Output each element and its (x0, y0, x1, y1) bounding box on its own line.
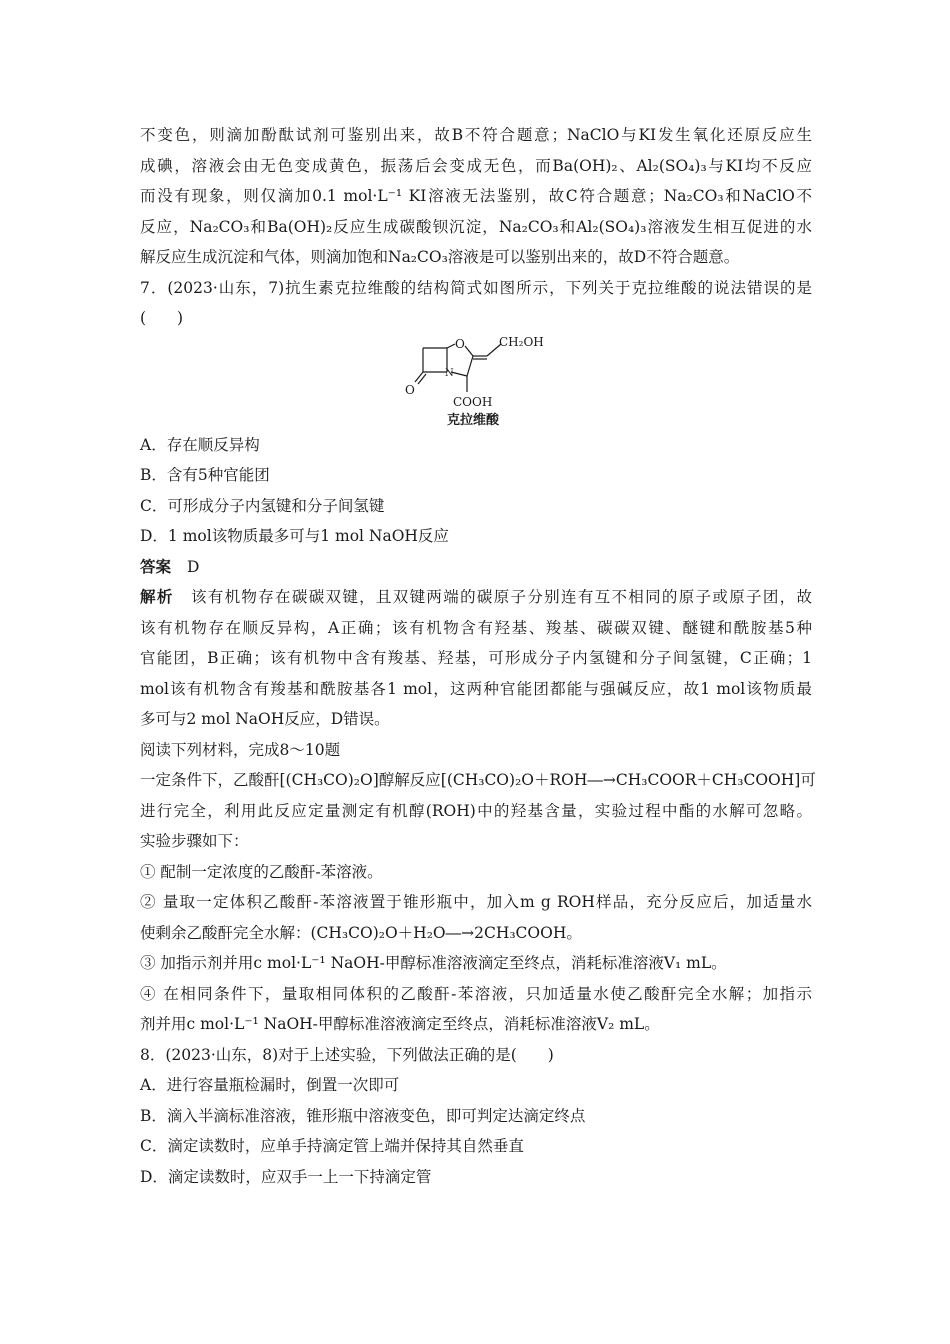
option-a: A．存在顺反异构 (140, 435, 260, 454)
ring-oxygen-label: O (455, 336, 465, 351)
analysis-line (140, 582, 812, 613)
ch2oh-label: CH₂OH (499, 334, 544, 349)
material-line: 一定条件下，乙酸酐[(CH₃CO)₂O]醇解反应[(CH₃CO)₂O＋ROH―→CH₃COOR＋CH₃COOH]可 (140, 771, 816, 789)
cooh-label: COOH (453, 394, 493, 409)
answer-value: D (187, 557, 200, 576)
question-7-blank: ( ) (140, 309, 184, 327)
option-c: C．可形成分子内氢键和分子间氢键 (140, 496, 385, 515)
analysis-line: mol该有机物含有羧基和酰胺基各1 mol，这两种官能团都能与强碱反应，故1 mol该物质最 (140, 679, 812, 698)
analysis-line: 多可与2 mol NaOH反应，D错误。 (140, 710, 390, 728)
paragraph-line: 反应，Na₂CO₃和Ba(OH)₂反应生成碳酸钡沉淀，Na₂CO₃和Al₂(SO₄)₃溶液发生相互促进的水 (140, 217, 812, 236)
paragraph-line: 成碘，溶液会由无色变成黄色，振荡后会变成无色，而Ba(OH)₂、Al₂(SO₄)₃与KI均不反应 (140, 156, 812, 175)
paragraph-line: 解反应生成沉淀和气体，则滴加饱和Na₂CO₃溶液是可以鉴别出来的，故D不符合题意。 (140, 248, 740, 266)
question-8-stem: 8．(2023·山东，8)对于上述实验，下列做法正确的是( ) (140, 1045, 554, 1064)
q8-option-c: C．滴定读数时，应单手持滴定管上端并保持其自然垂直 (140, 1137, 524, 1155)
analysis-label: 解析 (140, 587, 174, 606)
analysis-line: 官能团，B正确；该有机物中含有羧基、羟基，可形成分子内氢键和分子间氢键，C正确；1 (140, 649, 812, 667)
answer-label: 答案 (140, 556, 172, 576)
analysis-line: 该有机物存在顺反异构，A正确；该有机物含有羟基、羧基、碳碳双键、醚键和酰胺基5种 (140, 618, 812, 637)
material-line: 进行完全，利用此反应定量测定有机醇(ROH)中的羟基含量，实验过程中酯的水解可忽略。 (140, 801, 812, 820)
paragraph-line: 而没有现象，则仅滴加0.1 mol·L⁻¹ KI溶液无法鉴别，故C符合题意；Na₂CO₃和NaClO不 (140, 187, 812, 205)
reading-instruction: 阅读下列材料，完成8～10题 (140, 740, 341, 759)
q8-option-d: D．滴定读数时，应双手一上一下持滴定管 (140, 1167, 432, 1186)
option-b: B．含有5种官能团 (140, 466, 270, 484)
q8-option-b: B．滴入半滴标准溶液，锥形瓶中溶液变色，即可判定达滴定终点 (140, 1106, 586, 1125)
step-3: ③ 加指示剂并用c mol·L⁻¹ NaOH-甲醇标准溶液滴定至终点，消耗标准溶液V₁ mL。 (140, 954, 727, 972)
structure-diagram (405, 334, 545, 430)
q8-option-a: A．进行容量瓶检漏时，倒置一次即可 (140, 1076, 400, 1094)
clavulanic-acid-structure-figure (140, 334, 812, 430)
step-2: ② 量取一定体积乙酸酐-苯溶液置于锥形瓶中，加入m g ROH样品，充分反应后，加适量水 (140, 893, 812, 911)
option-d: D．1 mol该物质最多可与1 mol NaOH反应 (140, 527, 449, 545)
nitrogen-label: N (445, 367, 454, 379)
question-7-stem: 7．(2023·山东，7)抗生素克拉维酸的结构简式如图所示，下列关于克拉维酸的说法错误的是 (140, 278, 812, 297)
paragraph-line: 不变色，则滴加酚酞试剂可鉴别出来，故B不符合题意；NaClO与KI发生氧化还原反应生 (140, 126, 812, 144)
step-2-cont: 使剩余乙酸酐完全水解：(CH₃CO)₂O＋H₂O―→2CH₃COOH。 (140, 923, 582, 942)
analysis-text: 该有机物存在碳碳双键，且双键两端的碳原子分别连有互不相同的原子或原子团，故 (189, 588, 812, 606)
keto-oxygen-label: O (405, 382, 415, 397)
step-1: ① 配制一定浓度的乙酸酐-苯溶液。 (140, 862, 383, 881)
document-page (140, 120, 816, 1192)
material-line: 实验步骤如下： (140, 832, 249, 850)
answer-line (140, 552, 812, 583)
step-4: ④ 在相同条件下，量取相同体积的乙酸酐-苯溶液，只加适量水使乙酸酐完全水解；加指示 (140, 984, 812, 1003)
figure-caption: 克拉维酸 (447, 412, 500, 428)
step-4-cont: 剂并用c mol·L⁻¹ NaOH-甲醇标准溶液滴定至终点，消耗标准溶液V₂ mL。 (140, 1015, 660, 1033)
